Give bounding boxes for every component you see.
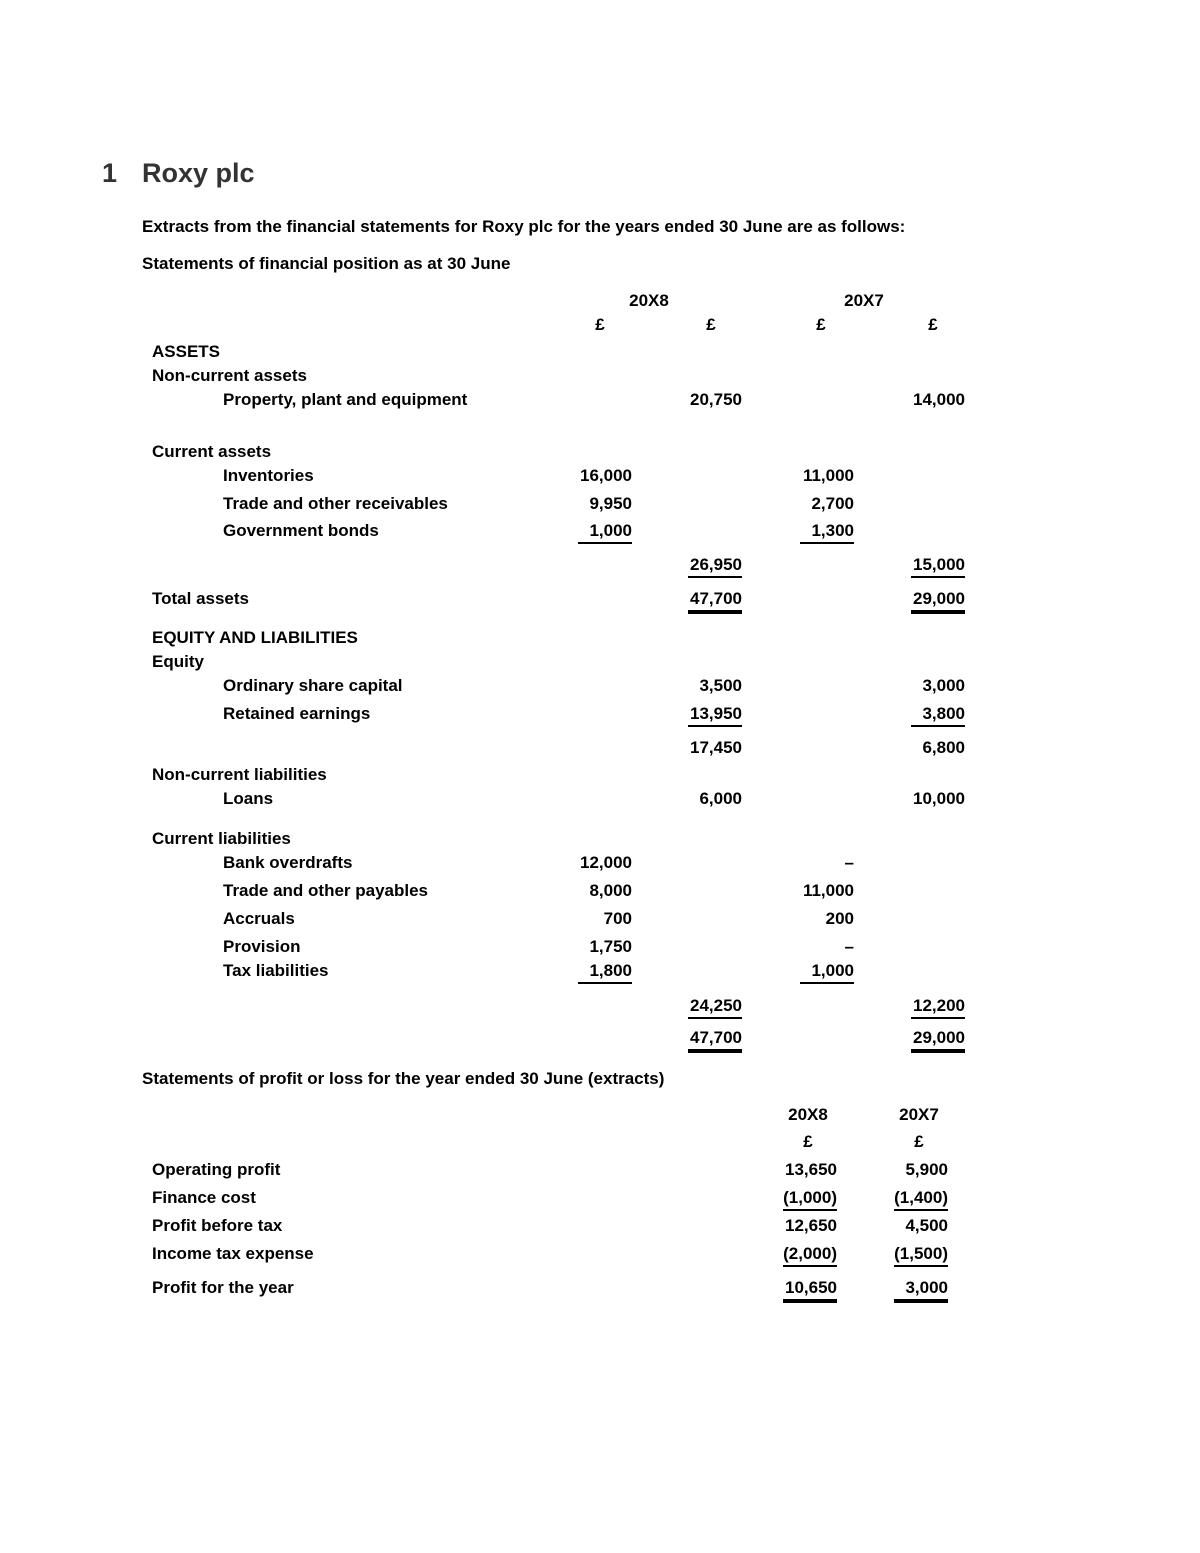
page-title xyxy=(102,158,255,189)
currency-col2: £ xyxy=(706,315,716,334)
bonds-row: Government bonds 1,000 1,300 xyxy=(0,521,1200,545)
inventories-row: Inventories 16,000 11,000 xyxy=(223,466,854,485)
assets-heading: ASSETS xyxy=(152,342,221,361)
pl-title: Statements of profit or loss for the year ended 30 June (extracts) xyxy=(142,1069,665,1088)
pl-year-header xyxy=(0,1105,1200,1129)
share-capital-row: Ordinary share capital 3,500 3,000 xyxy=(223,676,965,695)
ppe-row: Property, plant and equipment 20,750 14,000 xyxy=(223,390,965,409)
total-assets-row: Total assets 47,700 29,000 xyxy=(0,589,1200,613)
current-assets-heading: Current assets xyxy=(152,442,272,461)
equity-liabilities-heading: EQUITY AND LIABILITIES xyxy=(152,628,358,647)
pl-currency-col1: £ xyxy=(803,1132,813,1151)
pbt-row: Profit before tax 12,650 4,500 xyxy=(152,1216,948,1235)
pl-currency-header xyxy=(0,1132,1200,1156)
non-current-assets-heading: Non-current assets xyxy=(152,366,307,385)
sfp-currency-header xyxy=(0,315,1200,339)
grand-total-row: 47,700 29,000 xyxy=(0,1028,1200,1052)
profit-year-row: Profit for the year 10,650 3,000 xyxy=(0,1278,1200,1302)
tax-expense-row: Income tax expense (2,000) (1,500) xyxy=(0,1244,1200,1268)
finance-cost-row: Finance cost (1,000) (1,400) xyxy=(0,1188,1200,1212)
ncl-heading: Non-current liabilities xyxy=(152,765,327,784)
pl-year1: 20X8 xyxy=(788,1105,828,1124)
question-title: Roxy plc xyxy=(142,158,255,188)
accruals-row: Accruals 700 200 xyxy=(223,909,854,928)
loans-row: Loans 6,000 10,000 xyxy=(223,789,965,808)
receivables-row: Trade and other receivables 9,950 2,700 xyxy=(223,494,854,513)
operating-profit-row: Operating profit 13,650 5,900 xyxy=(152,1160,948,1179)
current-assets-total-row: 26,950 15,000 xyxy=(0,555,1200,579)
sfp-year1: 20X8 xyxy=(629,291,669,310)
currency-col3: £ xyxy=(816,315,826,334)
overdrafts-row: Bank overdrafts 12,000 – xyxy=(223,853,854,872)
currency-col4: £ xyxy=(928,315,938,334)
equity-heading: Equity xyxy=(152,652,204,671)
sfp-year-header xyxy=(0,291,1200,315)
currency-col1: £ xyxy=(595,315,605,334)
pl-year2: 20X7 xyxy=(899,1105,939,1124)
tax-liabilities-row: Tax liabilities 1,800 1,000 xyxy=(0,961,1200,985)
cl-heading: Current liabilities xyxy=(152,829,291,848)
question-number: 1 xyxy=(102,158,118,188)
sfp-year2: 20X7 xyxy=(844,291,884,310)
cl-total-row: 24,250 12,200 xyxy=(0,996,1200,1020)
intro-text: Extracts from the financial statements for Roxy plc for the years ended 30 June are as follows: xyxy=(142,217,906,236)
payables-row: Trade and other payables 8,000 11,000 xyxy=(223,881,854,900)
equity-total-row: 17,450 6,800 xyxy=(690,738,965,757)
pl-currency-col2: £ xyxy=(914,1132,924,1151)
provision-row: Provision 1,750 – xyxy=(223,937,854,956)
retained-earnings-row: Retained earnings 13,950 3,800 xyxy=(0,704,1200,728)
sfp-title: Statements of financial position as at 30 June xyxy=(142,254,511,273)
